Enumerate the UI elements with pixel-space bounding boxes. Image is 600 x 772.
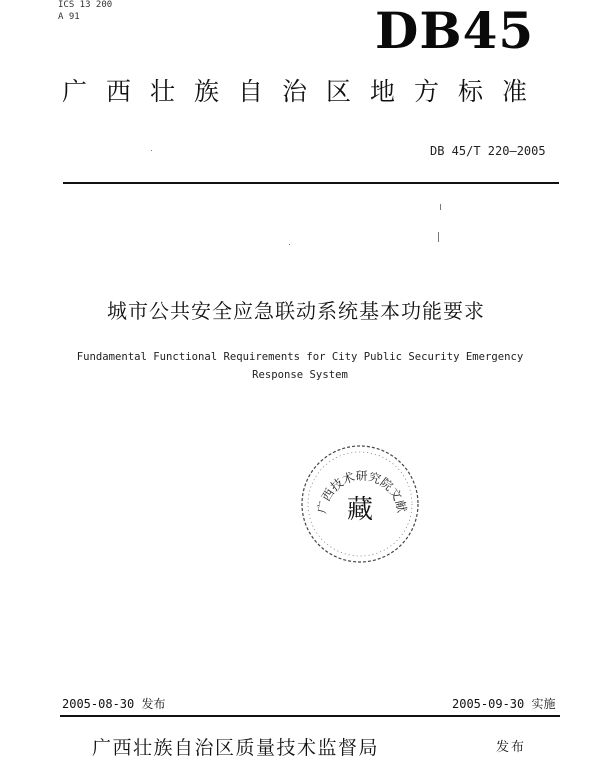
header-rule [63, 182, 559, 184]
issue-date: 2005-08-30 发布 [62, 697, 166, 711]
document-title-english-line1: Fundamental Functional Requirements for City Public Security Emergency [76, 351, 524, 363]
seal-center-char: 藏 [346, 495, 374, 525]
scan-speck [440, 204, 441, 210]
ics-code: ICS 13 200 [58, 0, 113, 10]
footer-rule [60, 715, 560, 717]
seal-text: 广西技术研究院文献 [314, 468, 410, 515]
scan-speck [151, 150, 152, 151]
issue-label: 发布 [496, 740, 527, 755]
standard-type-heading: 广西壮族自治区地方标准 [62, 77, 547, 106]
standard-number: DB 45/T 220—2005 [430, 144, 546, 158]
scan-speck [289, 244, 290, 245]
classification-code: A 91 [58, 12, 80, 22]
document-title-chinese: 城市公共安全应急联动系统基本功能要求 [107, 299, 485, 323]
implementation-date: 2005-09-30 实施 [452, 697, 556, 711]
standard-logo: DB45 [375, 1, 535, 60]
issuing-authority: 广西壮族自治区质量技术监督局 [92, 737, 380, 759]
document-title-english-line2: Response System [252, 369, 348, 381]
scan-speck [438, 232, 439, 242]
library-seal-stamp [296, 438, 426, 568]
